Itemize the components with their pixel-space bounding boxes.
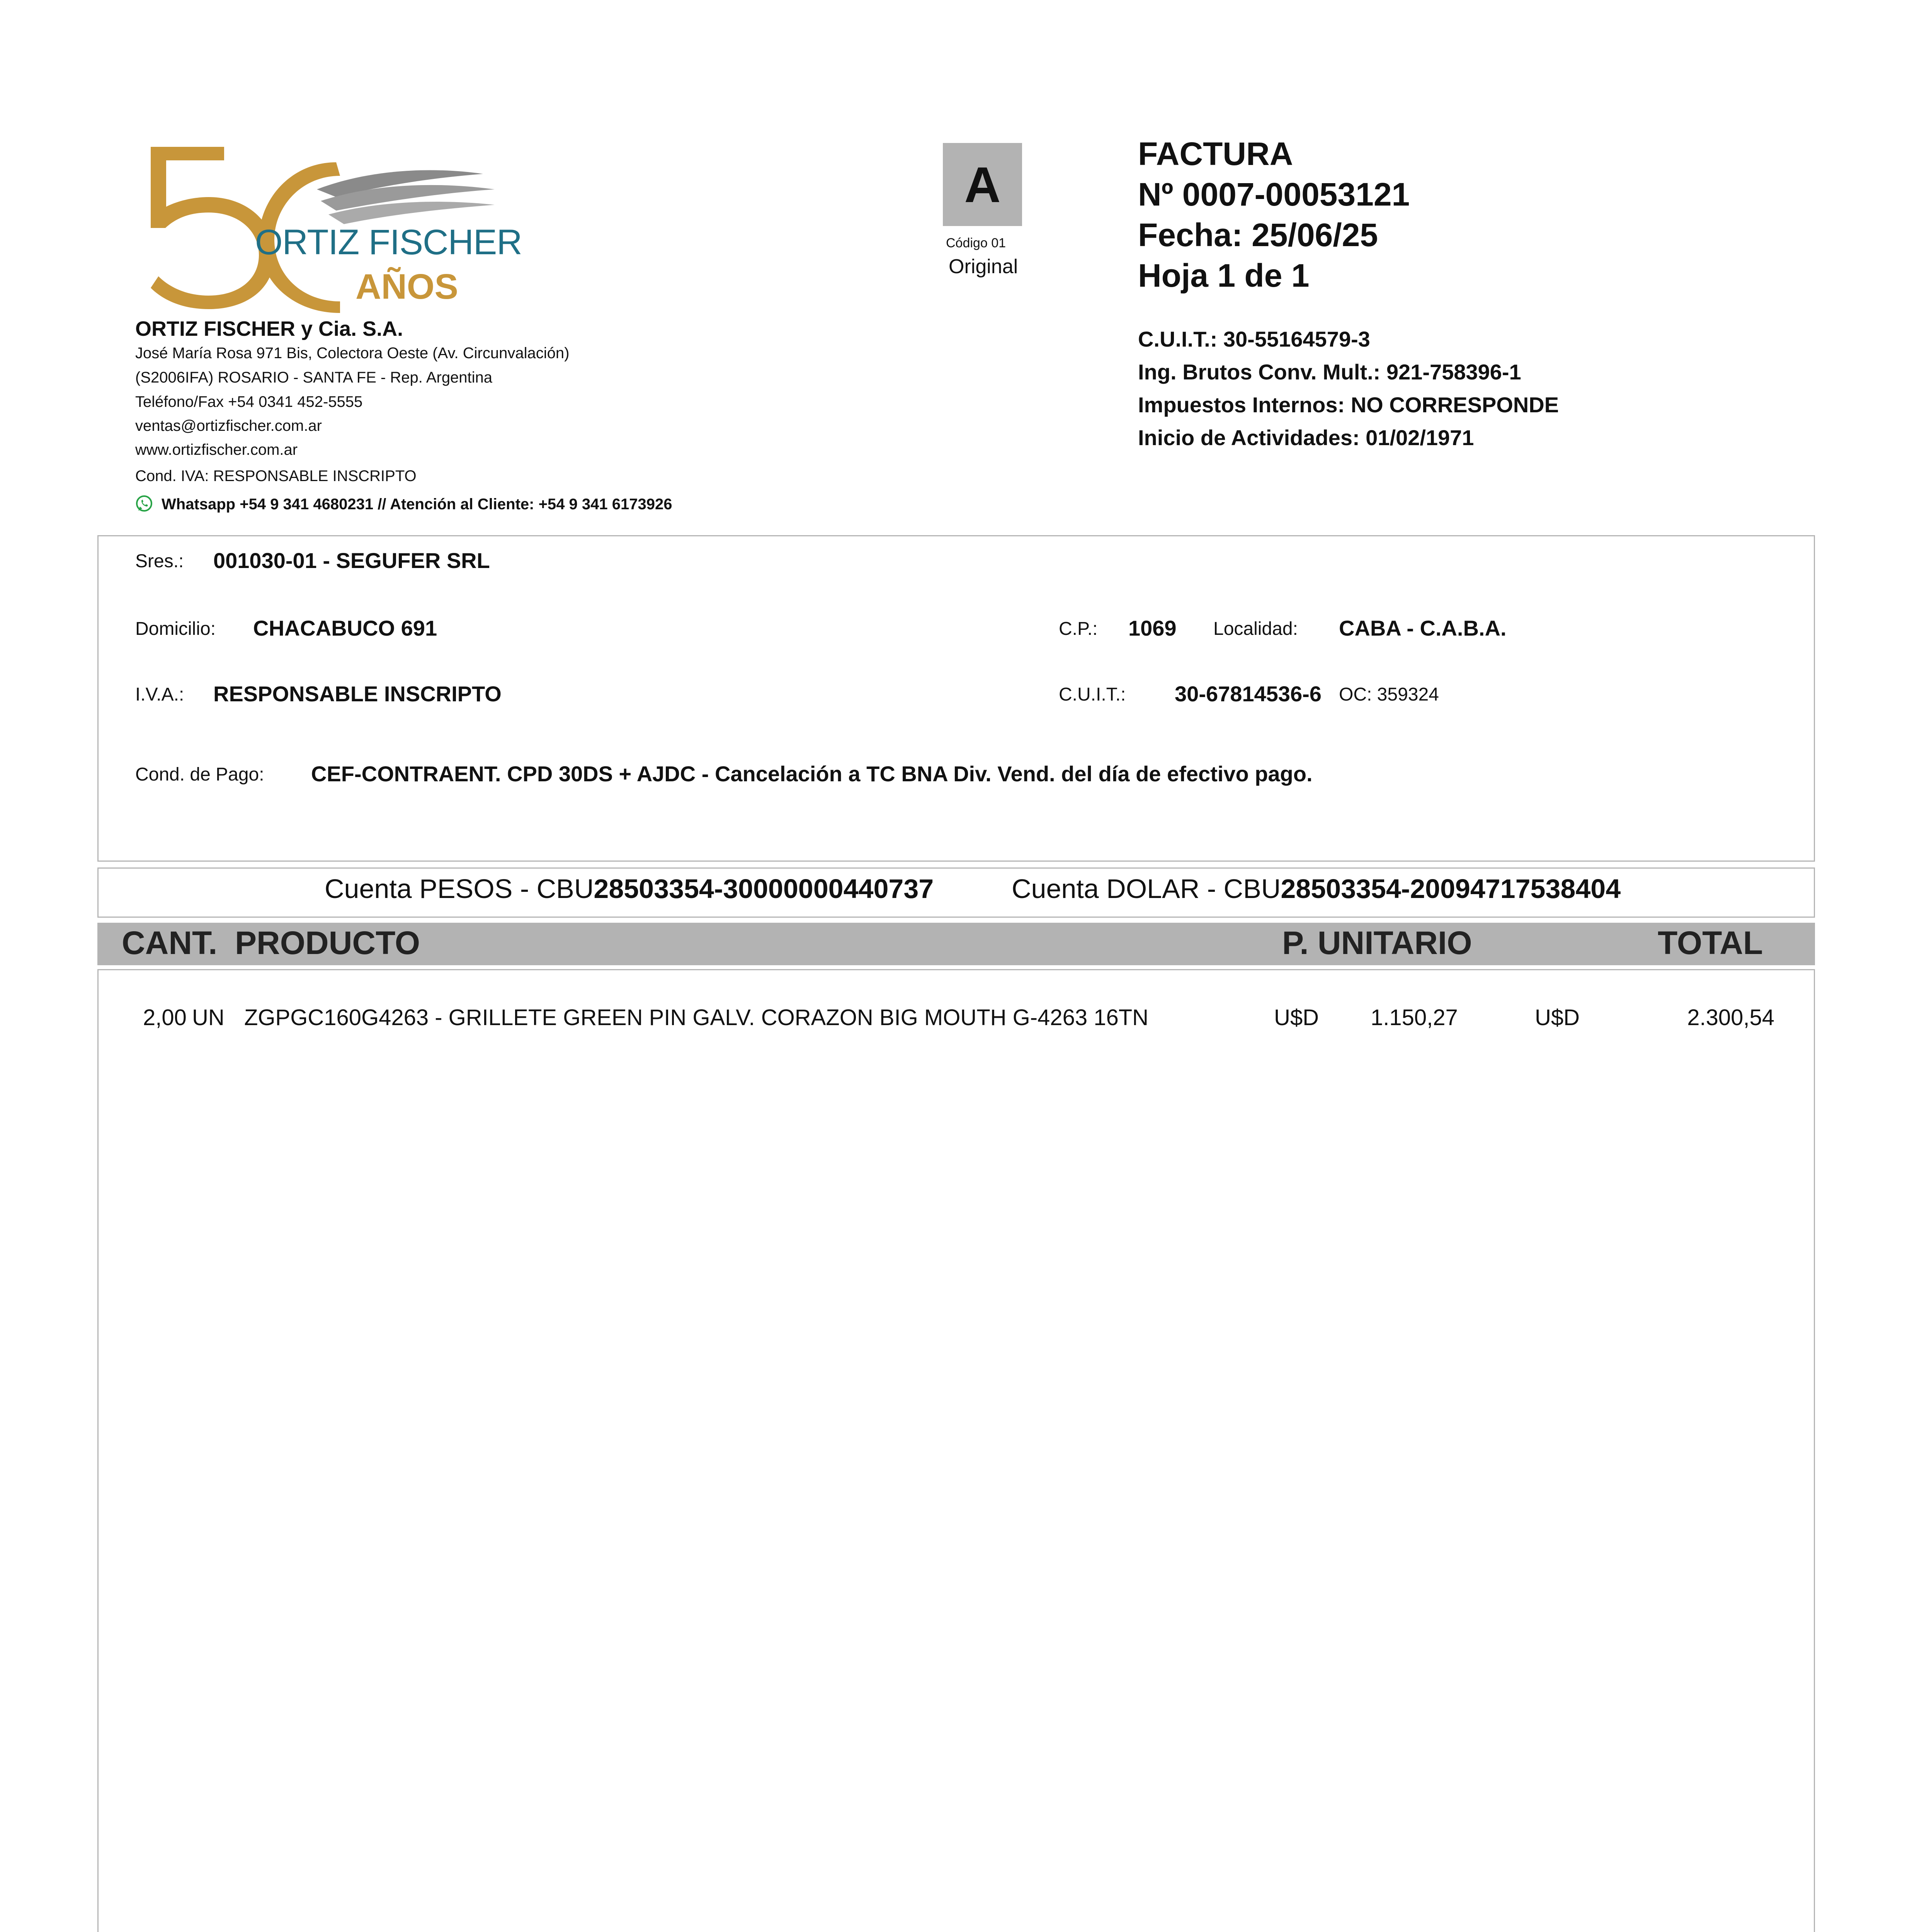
company-email: ventas@ortizfischer.com.ar	[135, 417, 322, 434]
item-currency-unit: U$D	[1274, 1005, 1319, 1030]
sres-value: 001030-01 - SEGUFER SRL	[213, 548, 490, 573]
issuer-inicio: Inicio de Actividades: 01/02/1971	[1138, 425, 1474, 450]
item-qty: 2,00	[143, 1005, 187, 1030]
column-producto: PRODUCTO	[235, 925, 420, 961]
logo-company-name: ORTIZ FISCHER	[255, 223, 522, 262]
sres-label: Sres.:	[135, 551, 184, 571]
account-pesos	[325, 873, 934, 904]
doc-type-code: Código 01	[946, 236, 1006, 250]
localidad-value: CABA - C.A.B.A.	[1339, 616, 1507, 640]
column-total: TOTAL	[1658, 925, 1763, 961]
logo-years: AÑOS	[356, 267, 458, 306]
invoice-date: Fecha: 25/06/25	[1138, 217, 1378, 253]
account-pesos-cbu: 28503354-30000000440737	[594, 874, 934, 904]
company-iva: Cond. IVA: RESPONSABLE INSCRIPTO	[135, 468, 417, 485]
doc-type-box	[943, 143, 1022, 226]
item-total: 2.300,54	[1687, 1005, 1774, 1030]
item-unit: UN	[192, 1005, 225, 1030]
invoice-number: Nº 0007-00053121	[1138, 176, 1410, 213]
doc-copy-label: Original	[949, 255, 1018, 278]
domicilio-label: Domicilio:	[135, 619, 216, 639]
items-box	[97, 969, 1815, 1932]
company-address-2: (S2006IFA) ROSARIO - SANTA FE - Rep. Argentina	[135, 369, 493, 386]
company-address-1: José María Rosa 971 Bis, Colectora Oeste (Av. Circunvalación)	[135, 345, 570, 362]
iva-label: I.V.A.:	[135, 684, 184, 705]
account-pesos-label: Cuenta PESOS - CBU	[325, 874, 594, 904]
company-whatsapp: Whatsapp +54 9 341 4680231 // Atención al Cliente: +54 9 341 6173926	[162, 496, 672, 513]
account-dolar-cbu: 28503354-20094717538404	[1281, 874, 1621, 904]
whatsapp-icon	[135, 495, 153, 512]
domicilio-value: CHACABUCO 691	[253, 616, 437, 640]
issuer-ing-brutos: Ing. Brutos Conv. Mult.: 921-758396-1	[1138, 360, 1521, 384]
localidad-label: Localidad:	[1213, 619, 1298, 639]
customer-cuit-label: C.U.I.T.:	[1059, 684, 1126, 705]
issuer-impuestos: Impuestos Internos: NO CORRESPONDE	[1138, 393, 1559, 417]
item-currency-total: U$D	[1535, 1005, 1580, 1030]
issuer-cuit: C.U.I.T.: 30-55164579-3	[1138, 327, 1370, 351]
customer-cuit-value: 30-67814536-6	[1175, 682, 1322, 706]
account-dolar	[1012, 873, 1621, 904]
item-unit-price: 1.150,27	[1371, 1005, 1458, 1030]
column-cant: CANT.	[122, 925, 218, 961]
invoice-title: FACTURA	[1138, 136, 1293, 172]
doc-type-letter: A	[964, 156, 1001, 213]
company-name: ORTIZ FISCHER y Cia. S.A.	[135, 317, 403, 340]
iva-value: RESPONSABLE INSCRIPTO	[213, 682, 502, 706]
purchase-order: OC: 359324	[1339, 684, 1439, 705]
cp-value: 1069	[1128, 616, 1177, 640]
payment-label: Cond. de Pago:	[135, 764, 264, 785]
account-dolar-label: Cuenta DOLAR - CBU	[1012, 874, 1281, 904]
payment-value: CEF-CONTRAENT. CPD 30DS + AJDC - Cancelación a TC BNA Div. Vend. del día de efectivo pago.	[311, 762, 1313, 786]
table-row	[97, 1005, 1815, 1039]
invoice-page: Hoja 1 de 1	[1138, 257, 1310, 294]
column-unitario: P. UNITARIO	[1282, 925, 1472, 961]
company-phone: Teléfono/Fax +54 0341 452-5555	[135, 393, 363, 410]
cp-label: C.P.:	[1059, 619, 1098, 639]
item-description: ZGPGC160G4263 - GRILLETE GREEN PIN GALV. CORAZON BIG MOUTH G-4263 16TN	[244, 1005, 1149, 1030]
company-web: www.ortizfischer.com.ar	[135, 441, 298, 458]
